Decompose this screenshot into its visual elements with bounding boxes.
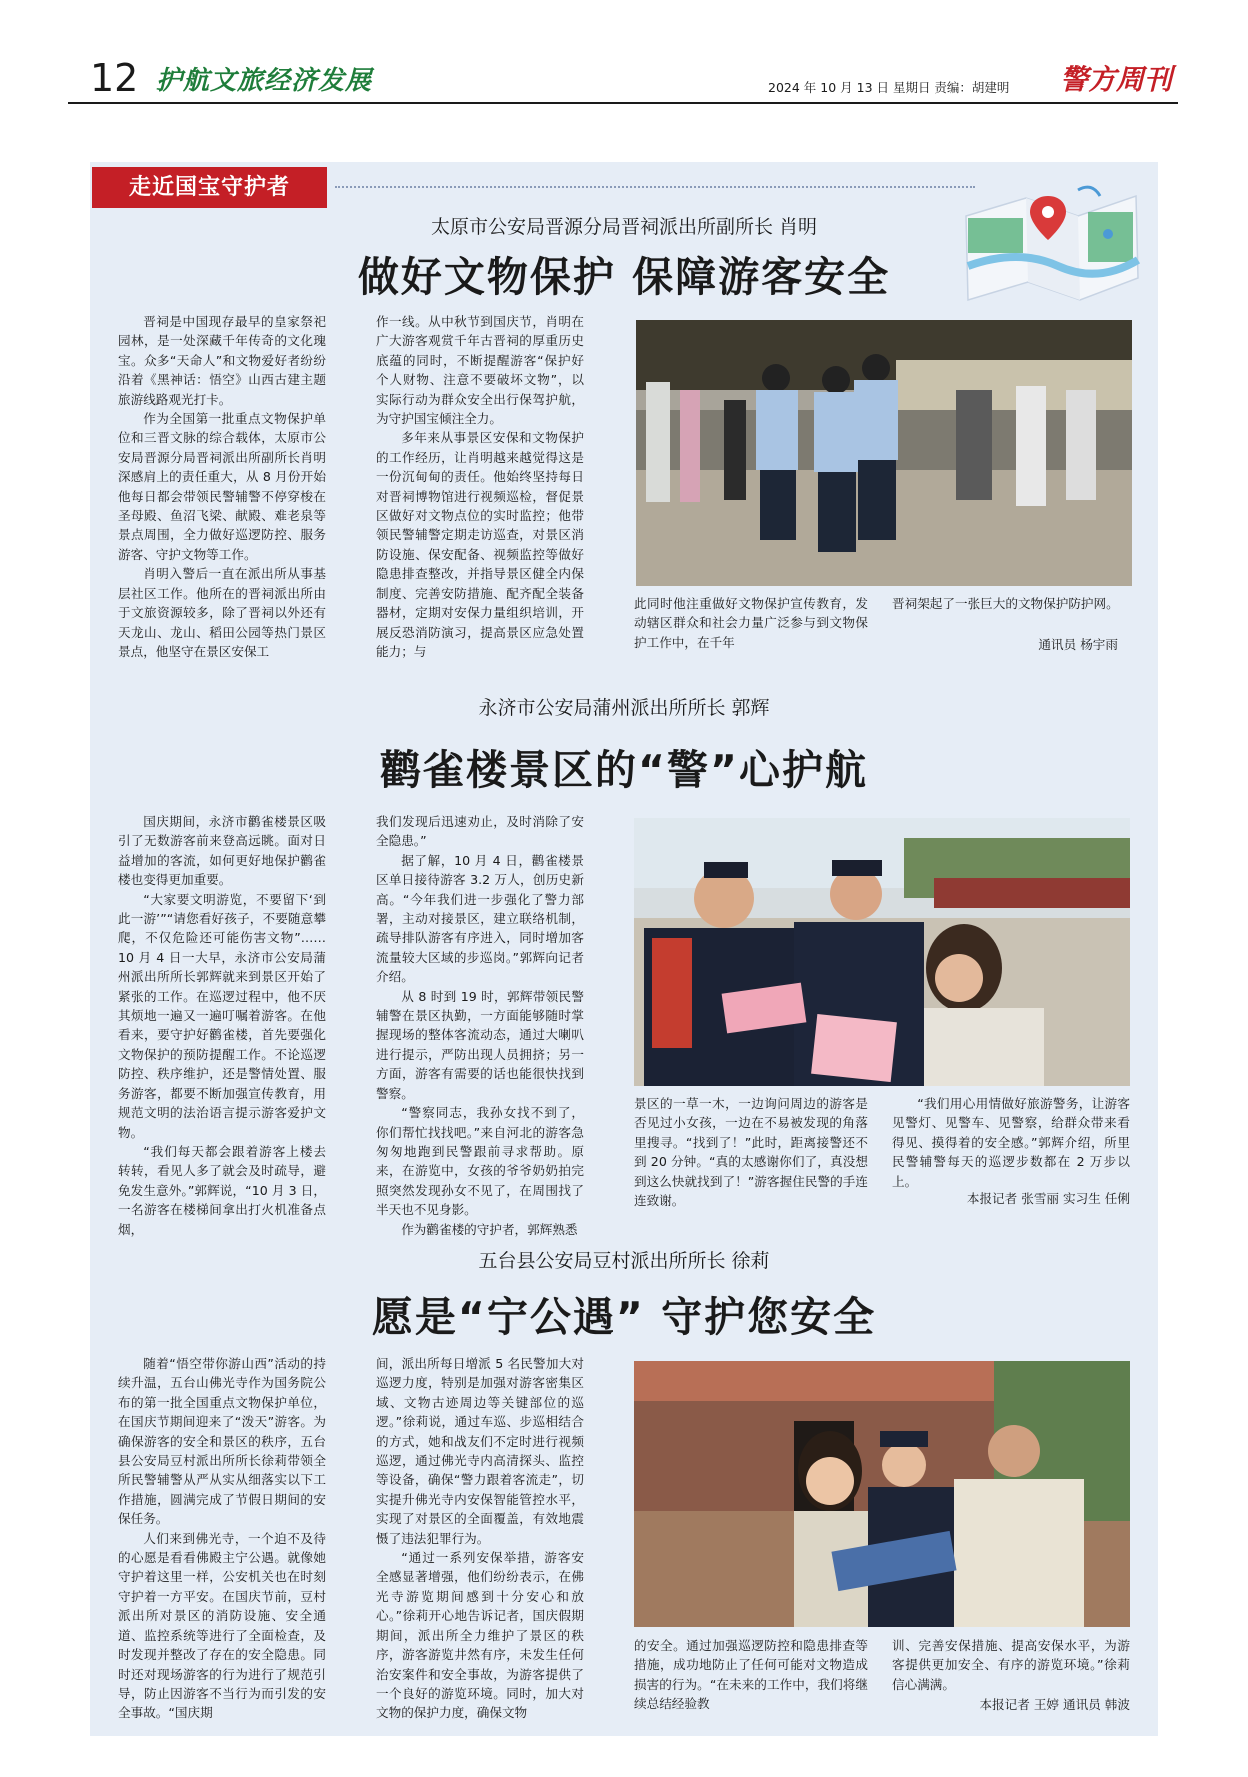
article2-byline: 本报记者 张雪丽 实习生 任俐 — [966, 1191, 1130, 1206]
paragraph: 的安全。通过加强巡逻防控和隐患排查等措施，成功地防止了任何可能对文物造成损害的行为。“在未来的工作中，我们将继续总结经验教 — [634, 1638, 868, 1712]
section-title: 护航文旅经济发展 — [156, 66, 373, 96]
page-number: 12 — [90, 56, 139, 100]
article3-photo-officer-with-visitors — [634, 1361, 1130, 1627]
article3-column4 — [892, 1636, 1130, 1694]
column-tag: 走近国宝守护者 — [92, 167, 327, 208]
article2-headline: 鹳雀楼景区的“警”心护航 — [380, 746, 868, 794]
paragraph: 作为鹳雀楼的守护者，郭辉熟悉 — [401, 1221, 578, 1237]
article1-column4 — [892, 594, 1130, 613]
paragraph: 据了解，10 月 4 日，鹳雀楼景区单日接待游客 3.2 万人，创历史新高。“今年我们进一步强化了警力部署，主动对接景区，建立联络机制，疏导排队游客有序进入，同时增加客流量较大区域的步巡岗。”郭辉向记者介绍。 — [376, 852, 584, 985]
article3-headline: 愿是“宁公遇” 守护您安全 — [371, 1293, 877, 1341]
article2-column3 — [634, 1094, 868, 1210]
article2-column2 — [376, 812, 584, 1239]
paragraph: 景区的一草一木，一边询问周边的游客是否见过小女孩，一边在不易被发现的角落里搜寻。“找到了！”此时，距离接警还不到 20 分钟。“真的太感谢你们了，真没想到这么快就找到了！”游客握住民警的手连连致谢。 — [634, 1096, 868, 1209]
paragraph: 多年来从事景区安保和文物保护的工作经历，让肖明越来越觉得这是一份沉甸甸的责任。他始终坚持每日对晋祠博物馆进行视频巡检，督促景区做好对文物点位的实时监控；他带领民警辅警定期走访巡查，对景区消防设施、保安配备、视频监控等做好隐患排查整改，并指导景区健全内保制度、完善安防措施、配齐配全装备器材，定期对安保力量组织培训，开展反恐消防演习，提高景区应急处置能力；与 — [376, 430, 584, 659]
paragraph: 间，派出所每日增派 5 名民警加大对巡逻力度，特别是加强对游客密集区域、文物古迹周边等关键部位的巡逻。”徐莉说，通过车巡、步巡相结合的方式，她和战友们不定时进行视频巡逻，通过佛光寺内高清探头、监控等设备，确保“警力跟着客流走”，切实提升佛光寺内安保智能管控水平，实现了对景区的全面覆盖，有效地震慑了违法犯罪行为。 — [376, 1356, 584, 1546]
article3-byline: 本报记者 王婷 通讯员 韩波 — [979, 1697, 1130, 1712]
paragraph: “我们用心用情做好旅游警务，让游客见警灯、见警车、见警察，给群众带来看得见、摸得着的安全感。”郭辉介绍，所里民警辅警每天的巡逻步数都在 2 万步以上。 — [892, 1096, 1130, 1189]
paragraph: “警察同志，我孙女找不到了，你们帮忙找找吧。”来自河北的游客急匆匆地跑到民警跟前寻求帮助。原来，在游览中，女孩的爷爷奶奶拍完照突然发现孙女不见了，在周围找了半天也不见身影。 — [376, 1105, 584, 1218]
paragraph: “我们每天都会跟着游客上楼去转转，看见人多了就会及时疏导，避免发生意外。”郭辉说，“10 月 3 日，一名游客在楼梯间拿出打火机准备点烟， — [118, 1143, 326, 1237]
tag-dotted-divider — [335, 186, 975, 188]
paragraph: 肖明入警后一直在派出所从事基层社区工作。他所在的晋祠派出所由于文旅资源较多，除了晋祠以外还有天龙山、龙山、稻田公园等热门景区景点，他坚守在景区安保工 — [118, 566, 326, 659]
article3-column3 — [634, 1636, 868, 1714]
paragraph: 我们发现后迅速劝止，及时消除了安全隐患。” — [376, 814, 584, 849]
article2-kicker: 永济市公安局蒲州派出所所长 郭辉 — [478, 697, 770, 719]
article1-headline: 做好文物保护 保障游客安全 — [357, 253, 891, 301]
paragraph: “通过一系列安保举措，游客安全感显著增强，他们纷纷表示，在佛光寺游览期间感到十分安心和放心。”徐莉开心地告诉记者，国庆假期期间，派出所全力维护了景区的秩序，游客游览井然有序，未发生任何治安案件和安全事故，为游客提供了一个良好的游览环境。同时，加大对文物的保护力度，确保文物 — [376, 1550, 584, 1721]
paper-logo: 警方周刊 — [1059, 63, 1172, 96]
paragraph: 此同时他注重做好文物保护宣传教育，发动辖区群众和社会力量广泛参与到文物保护工作中，在千年 — [634, 596, 868, 650]
paragraph: 晋祠是中国现存最早的皇家祭祀园林，是一处深藏千年传奇的文化瑰宝。众多“天命人”和文物爱好者纷纷沿着《黑神话：悟空》山西古建主题旅游线路观光打卡。 — [118, 314, 326, 407]
article2-photo-officers-with-tourist — [634, 818, 1130, 1086]
article3-column2 — [376, 1354, 584, 1723]
paragraph: 国庆期间，永济市鹳雀楼景区吸引了无数游客前来登高远眺。面对日益增加的客流，如何更好地保护鹳雀楼也变得更加重要。 — [118, 814, 326, 888]
paragraph: 作一线。从中秋节到国庆节，肖明在广大游客观赏千年古晋祠的厚重历史底蕴的同时，不断提醒游客“保护好个人财物、注意不要破坏文物”，以实际行动为群众安全出行保驾护航，为守护国宝倾注全力。 — [376, 314, 584, 427]
masthead — [68, 52, 1178, 104]
article1-byline: 通讯员 杨宇雨 — [1038, 637, 1118, 652]
paragraph: 人们来到佛光寺，一个迫不及待的心愿是看看佛殿主宁公遇。就像她守护着这里一样，公安机关也在时刻守护着一方平安。在国庆节前，豆村派出所对景区的消防设施、安全通道、监控系统等进行了全面检查，及时发现并整改了存在的安全隐患。同时还对现场游客的行为进行了规范引导，防止因游客不当行为而引发的安全事故。“国庆期 — [118, 1530, 326, 1721]
paragraph: “大家要文明游览，不要留下‘到此一游’”“请您看好孩子，不要随意攀爬，不仅危险还可能伤害文物”……10 月 4 日一大早，永济市公安局蒲州派出所所长郭辉就来到景区开始了紧张的工作。在巡逻过程中，他不厌其烦地一遍又一遍叮嘱着游客。在他看来，要守护好鹳雀楼，首先要强化文物保护的预防提醒工作。不论巡逻防控、秩序维护，还是警情处置、服务游客，都要不断加强宣传教育，用规范文明的法治语言提示游客爱护文物。 — [118, 891, 326, 1140]
article1-column2 — [376, 312, 584, 661]
paragraph: 作为全国第一批重点文物保护单位和三晋文脉的综合载体，太原市公安局晋源分局晋祠派出所副所长肖明深感肩上的责任重大，从 8 月份开始他每日都会带领民警辅警不停穿梭在圣母殿、鱼沼飞梁、献殿、难老泉等景点周围，全力做好巡逻防控、服务游客、守护文物等工作。 — [118, 411, 326, 562]
issue-date-line: 2024 年 10 月 13 日 星期日 责编：胡建明 — [768, 80, 1010, 95]
article1-column1 — [118, 312, 326, 661]
article2-column4 — [892, 1094, 1130, 1191]
article3-kicker: 五台县公安局豆村派出所所长 徐莉 — [478, 1250, 770, 1272]
article1-column3 — [634, 594, 868, 652]
article3-column1 — [118, 1354, 326, 1723]
article1-kicker: 太原市公安局晋源分局晋祠派出所副所长 肖明 — [430, 216, 818, 238]
paragraph: 随着“悟空带你游山西”活动的持续升温，五台山佛光寺作为国务院公布的第一批全国重点文物保护单位，在国庆节期间迎来了“泼天”游客。为确保游客的安全和景区的秩序，五台县公安局豆村派出所所长徐莉带领全所民警辅警从严从实从细落实以下工作措施，圆满完成了节假日期间的安保任务。 — [118, 1356, 326, 1527]
article1-photo-police-patrol — [636, 320, 1132, 586]
paragraph: 从 8 时到 19 时，郭辉带领民警辅警在景区执勤，一方面能够随时掌握现场的整体客流动态，通过大喇叭进行提示，严防出现人员拥挤；另一方面，游客有需要的话也能很快找到警察。 — [376, 988, 584, 1101]
paragraph: 训、完善安保措施、提高安保水平，为游客提供更加安全、有序的游览环境。”徐莉信心满满。 — [892, 1638, 1130, 1692]
article2-column1 — [118, 812, 326, 1239]
paragraph: 晋祠架起了一张巨大的文物保护防护网。 — [892, 596, 1119, 611]
